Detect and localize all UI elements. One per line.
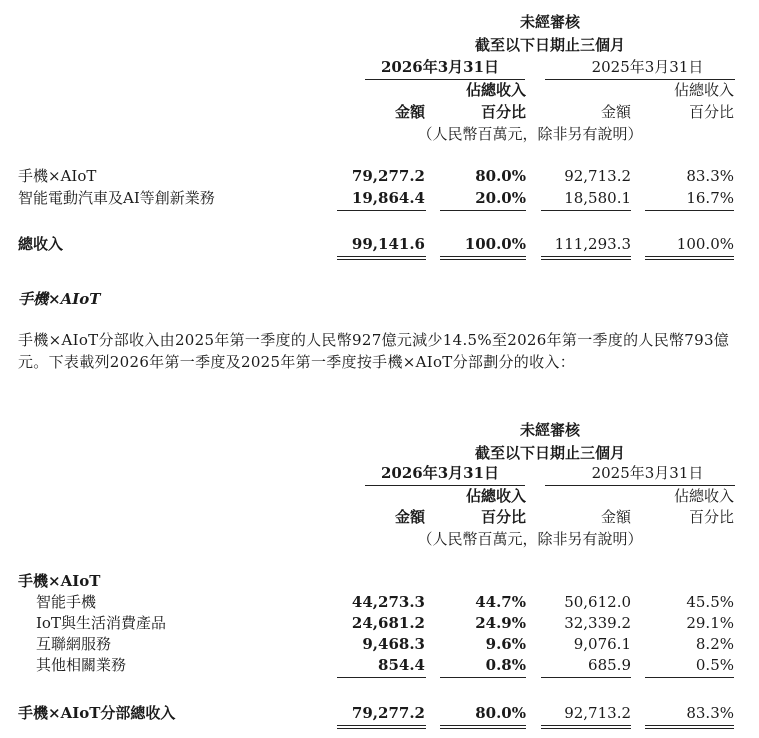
table1-row-pct-2026: 80.0% [475, 167, 526, 185]
table1-row-pct-2026: 20.0% [475, 189, 526, 207]
table2-row-pct-2026: 24.9% [475, 614, 526, 632]
table2-subtotal-rule [337, 677, 426, 678]
table1-total-label: 總收入 [18, 235, 64, 253]
table2-row-label: IoT與生活消費產品 [36, 614, 166, 632]
table2-total-double-rule [440, 725, 526, 729]
table2-total-amt-2025: 92,713.2 [564, 704, 631, 722]
table1-date-2025: 2025年3月31日 [591, 58, 704, 76]
table2-date-2025: 2025年3月31日 [591, 464, 704, 482]
table2-row-pct-2025: 8.2% [695, 635, 734, 653]
table2-subtotal-rule [440, 677, 526, 678]
table2-row-amt-2025: 9,076.1 [573, 635, 631, 653]
table2-row-amt-2025: 685.9 [588, 656, 631, 674]
table1-total-double-rule [645, 256, 734, 260]
table2-row-amt-2025: 32,339.2 [564, 614, 631, 632]
table2-total-pct-2026: 80.0% [475, 704, 526, 722]
table1-row-amt-2025: 92,713.2 [564, 167, 631, 185]
table2-row-amt-2026: 854.4 [378, 656, 425, 674]
table2-total-double-rule [645, 725, 734, 729]
table1-pct-header-2026-line2: 百分比 [480, 103, 526, 121]
table1-amount-header-2025: 金額 [600, 103, 631, 121]
table1-row-amt-2026: 79,277.2 [351, 167, 425, 185]
table2-subtotal-rule [541, 677, 631, 678]
table2-total-double-rule [337, 725, 426, 729]
table2-row-amt-2026: 44,273.3 [351, 593, 425, 611]
table1-subtotal-rule [541, 210, 631, 211]
table2-row-pct-2025: 45.5% [686, 593, 734, 611]
table1-unaudited-header: 未經審核 [519, 13, 580, 31]
table1-unit-note: （人民幣百萬元，除非另有說明） [417, 125, 643, 143]
table2-pct-header-2025-line1: 佔總收入 [673, 487, 734, 505]
table2-subtotal-rule [645, 677, 734, 678]
table2-row-amt-2025: 50,612.0 [564, 593, 631, 611]
table1-total-double-rule [337, 256, 426, 260]
table1-subtotal-rule [440, 210, 526, 211]
table1-total-pct-2025: 100.0% [676, 235, 734, 253]
table1-total-double-rule [541, 256, 631, 260]
table2-row-amt-2026: 9,468.3 [362, 635, 425, 653]
table2-total-amt-2026: 79,277.2 [351, 704, 425, 722]
table2-row-label: 互聯網服務 [36, 635, 112, 653]
table1-total-amt-2025: 111,293.3 [554, 235, 631, 253]
table2-date-2026: 2026年3月31日 [380, 464, 500, 482]
table2-row-pct-2025: 29.1% [686, 614, 734, 632]
table1-total-pct-2026: 100.0% [464, 235, 526, 253]
table1-row-label: 智能電動汽車及AI等創新業務 [18, 189, 215, 207]
table1-period-header: 截至以下日期止三個月 [474, 36, 625, 54]
table1-pct-header-2026-line1: 佔總收入 [465, 81, 526, 99]
table2-row-label: 其他相關業務 [36, 656, 127, 674]
table2-unaudited-header: 未經審核 [519, 421, 580, 439]
table1-row-pct-2025: 83.3% [686, 167, 734, 185]
table1-subtotal-rule [645, 210, 734, 211]
table2-row-amt-2026: 24,681.2 [351, 614, 425, 632]
table1-row-amt-2025: 18,580.1 [564, 189, 631, 207]
table1-pct-header-2025-line1: 佔總收入 [673, 81, 734, 99]
table2-pct-header-2026-line2: 百分比 [480, 508, 526, 526]
table2-row-pct-2026: 0.8% [485, 656, 526, 674]
table1-row-pct-2025: 16.7% [686, 189, 734, 207]
table2-amount-header-2026: 金額 [394, 508, 425, 526]
table1-pct-header-2025-line2: 百分比 [688, 103, 734, 121]
table2-row-pct-2026: 44.7% [475, 593, 526, 611]
table2-pct-header-2026-line1: 佔總收入 [465, 487, 526, 505]
table1-row-amt-2026: 19,864.4 [351, 189, 425, 207]
table1-total-double-rule [440, 256, 526, 260]
table2-pct-header-2025-line2: 百分比 [688, 508, 734, 526]
table1-row-label: 手機×AIoT [18, 167, 97, 185]
section-title: 手機×AIoT [18, 290, 101, 308]
table2-amount-header-2025: 金額 [600, 508, 631, 526]
section-paragraph: 手機×AIoT分部收入由2025年第一季度的人民幣927億元減少14.5%至2026年第一季度的人民幣793億元。下表載列2026年第一季度及2025年第一季度按手機×AIoT分部劃分的收入： [18, 331, 730, 371]
table2-total-double-rule [541, 725, 631, 729]
table2-row-label: 智能手機 [36, 593, 97, 611]
table1-total-amt-2026: 99,141.6 [351, 235, 425, 253]
table1-date-2026: 2026年3月31日 [380, 58, 500, 76]
table2-total-pct-2025: 83.3% [686, 704, 734, 722]
table2-group-label: 手機×AIoT [18, 572, 101, 590]
table1-subtotal-rule [337, 210, 426, 211]
table2-row-pct-2025: 0.5% [695, 656, 734, 674]
table2-total-label: 手機×AIoT分部總收入 [18, 704, 176, 722]
table2-unit-note: （人民幣百萬元，除非另有說明） [417, 530, 643, 548]
table2-row-pct-2026: 9.6% [485, 635, 526, 653]
table1-amount-header-2026: 金額 [394, 103, 425, 121]
table2-period-header: 截至以下日期止三個月 [474, 444, 625, 462]
